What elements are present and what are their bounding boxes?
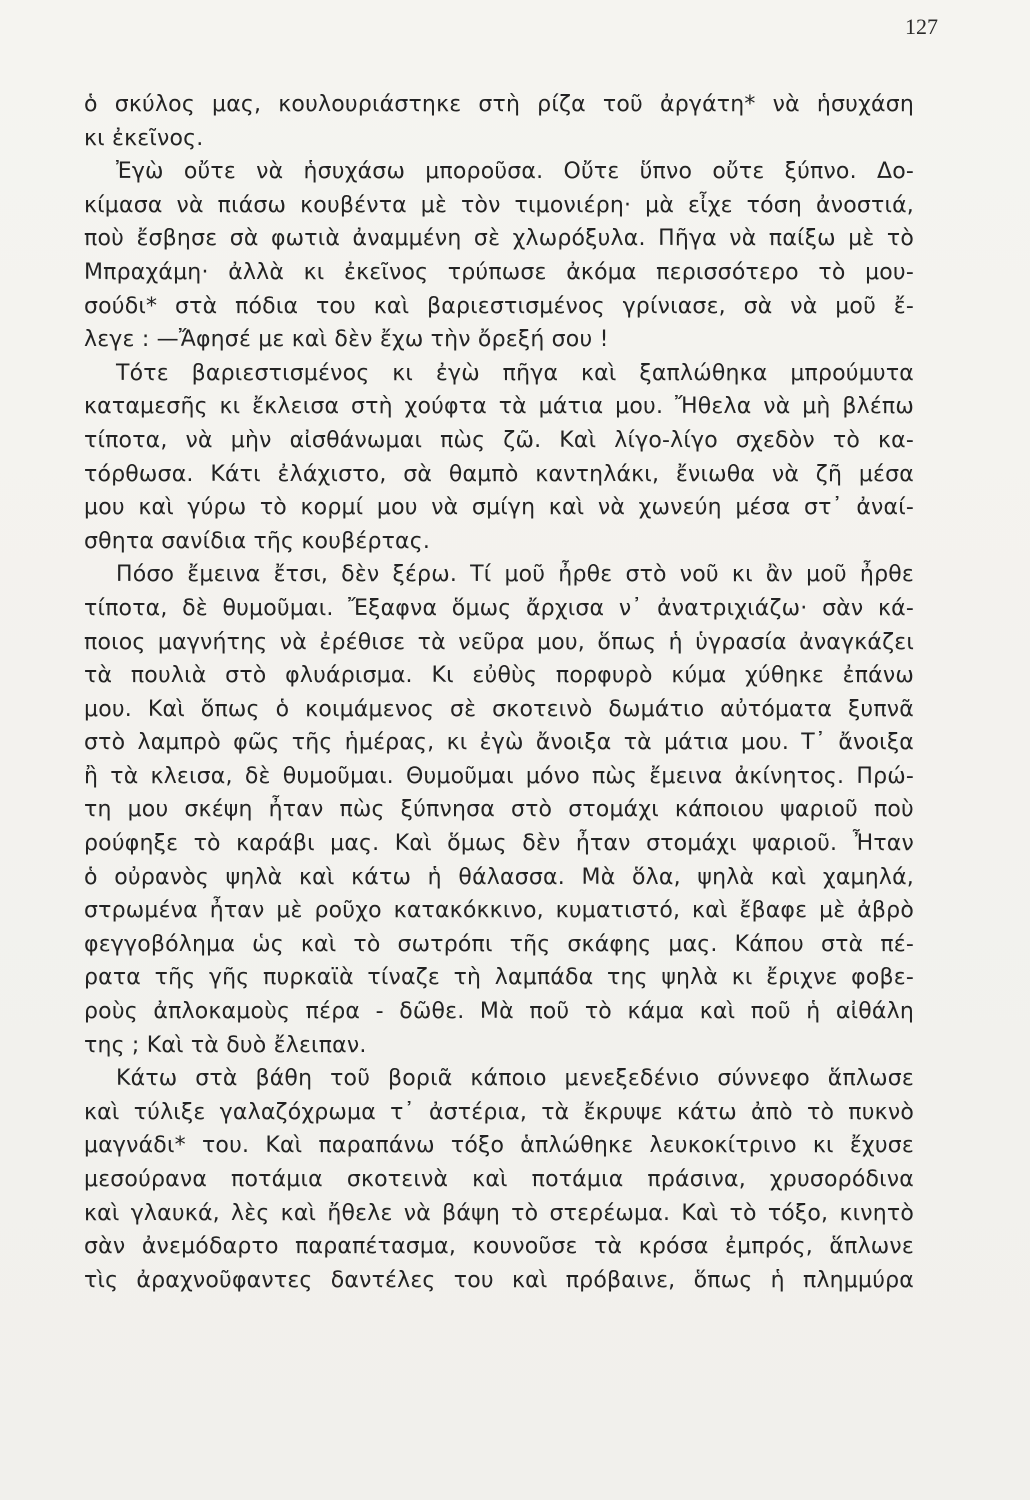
text-line: τίποτα, δὲ θυμοῦμαι. Ἔξαφνα ὅμως ἄρχισα ν᾿ ἀνατριχιάζω· σὰν κά- bbox=[84, 595, 914, 621]
text-line: Πόσο ἔμεινα ἔτσι, δὲν ξέρω. Τί μοῦ ἦρθε στὸ νοῦ κι ἂν μοῦ ἦρθε bbox=[116, 562, 914, 588]
text-line: ρατα τῆς γῆς πυρκαϊὰ τίναζε τὴ λαμπάδα της ψηλὰ κι ἔριχνε φοβε- bbox=[84, 965, 914, 991]
page-number: 127 bbox=[905, 14, 938, 39]
text-line: τη μου σκέψη ἦταν πὼς ξύπνησα στὸ στομάχι κάποιου ψαριοῦ ποὺ bbox=[84, 797, 914, 823]
text-line: καὶ γλαυκά, λὲς καὶ ἤθελε νὰ βάψη τὸ στερέωμα. Καὶ τὸ τόξο, κινητὸ bbox=[84, 1200, 914, 1226]
text-line: σὰν ἀνεμόδαρτο παραπέτασμα, κουνοῦσε τὰ κρόσα ἐμπρός, ἅπλωνε bbox=[84, 1234, 914, 1260]
text-line: μου. Καὶ ὅπως ὁ κοιμάμενος σὲ σκοτεινὸ δωμάτιο αὐτόματα ξυπνᾶ bbox=[84, 696, 914, 722]
text-line: καὶ τύλιξε γαλαζόχρωμα τ᾿ ἀστέρια, τὰ ἔκρυψε κάτω ἀπὸ τὸ πυκνὸ bbox=[84, 1099, 914, 1125]
text-line: στὸ λαμπρὸ φῶς τῆς ἡμέρας, κι ἐγὼ ἄνοιξα τὰ μάτια μου. Τ᾿ ἄνοιξα bbox=[84, 730, 914, 756]
text-line: στρωμένα ἦταν μὲ ροῦχο κατακόκκινο, κυματιστό, καὶ ἔβαφε μὲ ἀβρὸ bbox=[84, 898, 914, 924]
text-line: της ; Καὶ τὰ δυὸ ἔλειπαν. bbox=[84, 1032, 367, 1058]
text-line: Κάτω στὰ βάθη τοῦ βοριᾶ κάποιο μενεξεδένιο σύννεφο ἅπλωσε bbox=[116, 1066, 914, 1092]
text-line: μου καὶ γύρω τὸ κορμί μου νὰ σμίγη καὶ νὰ χωνεύη μέσα στ᾿ ἀναί- bbox=[84, 495, 914, 521]
text-line: Ἐγὼ οὔτε νὰ ἡσυχάσω μποροῦσα. Οὔτε ὕπνο οὔτε ξύπνο. Δο- bbox=[116, 159, 914, 185]
text-line: ποιος μαγνήτης νὰ ἐρέθισε τὰ νεῦρα μου, ὅπως ἡ ὑγρασία ἀναγκάζει bbox=[84, 629, 914, 655]
text-line: ρούφηξε τὸ καράβι μας. Καὶ ὅμως δὲν ἦταν στομάχι ψαριοῦ. Ἦταν bbox=[84, 831, 914, 857]
text-line: ροὺς ἀπλοκαμοὺς πέρα - δῶθε. Μὰ ποῦ τὸ κάμα καὶ ποῦ ἡ αἰθάλη bbox=[84, 999, 914, 1025]
text-line: καταμεσῆς κι ἔκλεισα στὴ χούφτα τὰ μάτια μου. Ἤθελα νὰ μὴ βλέπω bbox=[84, 394, 914, 420]
text-line: κι ἐκεῖνος. bbox=[84, 125, 204, 151]
text-line: φεγγοβόλημα ὡς καὶ τὸ σωτρόπι τῆς σκάφης μας. Κάπου στὰ πέ- bbox=[84, 931, 914, 957]
text-line: ὁ οὐρανὸς ψηλὰ καὶ κάτω ἡ θάλασσα. Μὰ ὅλα, ψηλὰ καὶ χαμηλά, bbox=[84, 864, 914, 890]
text-line: μαγνάδι* του. Καὶ παραπάνω τόξο ἁπλώθηκε λευκοκίτρινο κι ἔχυσε bbox=[84, 1133, 914, 1159]
body-text bbox=[84, 88, 914, 1297]
text-line: λεγε : —Ἄφησέ με καὶ δὲν ἔχω τὴν ὄρεξή σου ! bbox=[84, 327, 609, 353]
text-line: τὶς ἀραχνοῦφαντες δαντέλες του καὶ πρόβαινε, ὅπως ἡ πλημμύρα bbox=[84, 1267, 914, 1293]
text-line: σούδι* στὰ πόδια του καὶ βαριεστισμένος γρίνιασε, σὰ νὰ μοῦ ἔ- bbox=[84, 293, 914, 319]
text-line: ὁ σκύλος μας, κουλουριάστηκε στὴ ρίζα τοῦ ἀργάτη* νὰ ἡσυχάση bbox=[84, 92, 914, 117]
text-line: ἢ τὰ κλεισα, δὲ θυμοῦμαι. Θυμοῦμαι μόνο πὼς ἔμεινα ἀκίνητος. Πρώ- bbox=[84, 763, 914, 789]
text-line: ποὺ ἔσβησε σὰ φωτιὰ ἀναμμένη σὲ χλωρόξυλα. Πῆγα νὰ παίξω μὲ τὸ bbox=[84, 226, 914, 252]
text-line: Μπραχάμη· ἀλλὰ κι ἐκεῖνος τρύπωσε ἀκόμα περισσότερο τὸ μου- bbox=[84, 259, 914, 285]
text-line: Τότε βαριεστισμένος κι ἐγὼ πῆγα καὶ ξαπλώθηκα μπρούμυτα bbox=[116, 360, 914, 386]
text-line: τόρθωσα. Κάτι ἐλάχιστο, σὰ θαμπὸ καντηλάκι, ἔνιωθα νὰ ζῆ μέσα bbox=[84, 461, 914, 487]
text-line: σθητα σανίδια τῆς κουβέρτας. bbox=[84, 528, 431, 554]
text-line: τὰ πουλιὰ στὸ φλυάρισμα. Κι εὐθὺς πορφυρὸ κύμα χύθηκε ἐπάνω bbox=[84, 663, 914, 689]
text-line: μεσούρανα ποτάμια σκοτεινὰ καὶ ποτάμια πράσινα, χρυσορόδινα bbox=[84, 1167, 914, 1192]
text-line: κίμασα νὰ πιάσω κουβέντα μὲ τὸν τιμονιέρη· μὰ εἶχε τόση ἀνοστιά, bbox=[84, 192, 914, 218]
text-line: τίποτα, νὰ μὴν αἰσθάνωμαι πὼς ζῶ. Καὶ λίγο-λίγο σχεδὸν τὸ κα- bbox=[84, 427, 914, 453]
